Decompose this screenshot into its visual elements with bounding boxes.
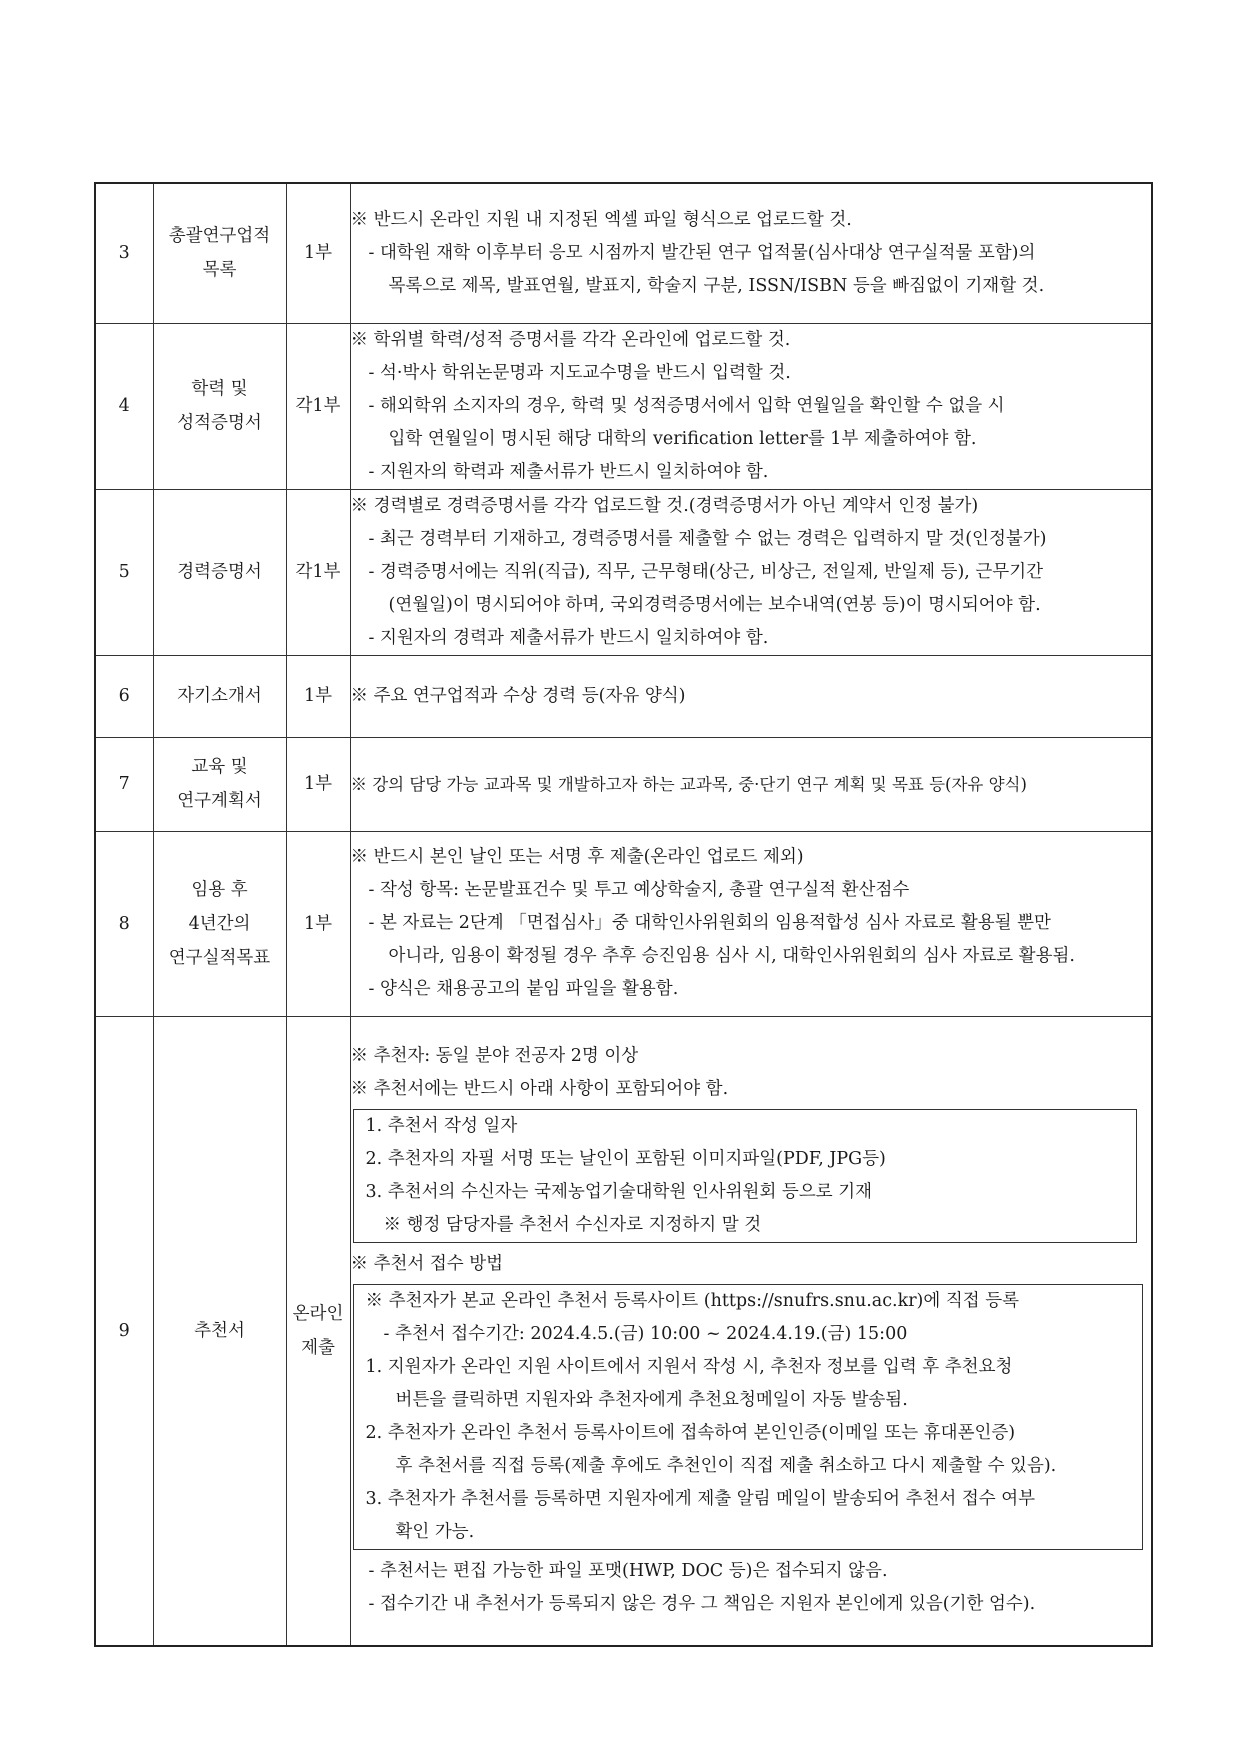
copies: 1부 xyxy=(286,737,350,831)
document-name: 경력증명서 xyxy=(153,489,286,655)
table-row xyxy=(95,323,1152,489)
row-number: 3 xyxy=(95,183,153,323)
submission-method-box: ※ 추천자가 본교 온라인 추천서 등록사이트 (https://snufrs.snu.ac.kr)에 직접 등록 - 추천서 접수기간: 2024.4.5.(금) 10:00 ~ 2024.4.19.(금) 15:00 1. 지원자가 온라인 지원 사이트에서 지원서 작성 시, 추천자 정보를 입력 후 추천요청 버튼을 클릭하면 지원자와 추천자에게 추천요청메일이 자동 발송됨. 2. 추천자가 온라인 추천서 등록사이트에 접속하여 본인인증(이메일 또는 휴대폰인증) 후 추천서를 직접 등록(제출 후에도 추천인이 직접 제출 취소하고 다시 제출할 수 있음). 3. 추천자가 추천서를 등록하면 지원자에게 제출 알림 메일이 발송되어 추천서 접수 여부 확인 가능. xyxy=(353,1284,1144,1550)
description: ※ 학위별 학력/성적 증명서를 각각 온라인에 업로드할 것. - 석·박사 학위논문명과 지도교수명을 반드시 입력할 것. - 해외학위 소지자의 경우, 학력 및 성적증명서에서 입학 연월일을 확인할 수 없을 시 입학 연월일이 명시된 해당 대학의 verification letter를 1부 제출하여야 함. - 지원자의 학력과 제출서류가 반드시 일치하여야 함. xyxy=(350,323,1152,489)
copies: 1부 xyxy=(286,655,350,737)
row-number: 9 xyxy=(95,1016,153,1646)
row-number: 5 xyxy=(95,489,153,655)
description: ※ 반드시 온라인 지원 내 지정된 엑셀 파일 형식으로 업로드할 것. - 대학원 재학 이후부터 응모 시점까지 발간된 연구 업적물(심사대상 연구실적물 포함)의 목록으로 제목, 발표연월, 발표지, 학술지 구분, ISSN/ISBN 등을 빠짐없이 기재할 것. xyxy=(350,183,1152,323)
copies: 온라인 제출 xyxy=(286,1016,350,1646)
row-number: 6 xyxy=(95,655,153,737)
document-name: 총괄연구업적 목록 xyxy=(153,183,286,323)
document-name: 추천서 xyxy=(153,1016,286,1646)
table-row xyxy=(95,1016,1152,1646)
document-name: 임용 후 4년간의 연구실적목표 xyxy=(153,831,286,1016)
copies: 각1부 xyxy=(286,323,350,489)
description: ※ 강의 담당 가능 교과목 및 개발하고자 하는 교과목, 중·단기 연구 계획 및 목표 등(자유 양식) xyxy=(350,737,1152,831)
copies: 1부 xyxy=(286,183,350,323)
table-row xyxy=(95,489,1152,655)
table-row xyxy=(95,655,1152,737)
table-row xyxy=(95,831,1152,1016)
document-name: 교육 및 연구계획서 xyxy=(153,737,286,831)
document-name: 자기소개서 xyxy=(153,655,286,737)
table-row xyxy=(95,737,1152,831)
row-number: 4 xyxy=(95,323,153,489)
document-name: 학력 및 성적증명서 xyxy=(153,323,286,489)
row-number: 8 xyxy=(95,831,153,1016)
recommendation-contents-box: 1. 추천서 작성 일자 2. 추천자의 자필 서명 또는 날인이 포함된 이미지파일(PDF, JPG등) 3. 추천서의 수신자는 국제농업기술대학원 인사위원회 등으로 기재 ※ 행정 담당자를 추천서 수신자로 지정하지 말 것 xyxy=(353,1109,1138,1243)
description: ※ 반드시 본인 날인 또는 서명 후 제출(온라인 업로드 제외) - 작성 항목: 논문발표건수 및 투고 예상학술지, 총괄 연구실적 환산점수 - 본 자료는 2단계 「면접심사」중 대학인사위원회의 임용적합성 심사 자료로 활용될 뿐만 아니라, 임용이 확정될 경우 추후 승진임용 심사 시, 대학인사위원회의 심사 자료로 활용됨. - 양식은 채용공고의 붙임 파일을 활용함. xyxy=(350,831,1152,1016)
requirements-table xyxy=(94,182,1153,1647)
copies: 1부 xyxy=(286,831,350,1016)
table-row xyxy=(95,183,1152,323)
row-number: 7 xyxy=(95,737,153,831)
description: ※ 추천자: 동일 분야 전공자 2명 이상 ※ 추천서에는 반드시 아래 사항이 포함되어야 함. 1. 추천서 작성 일자 2. 추천자의 자필 서명 또는 날인이 포함된 이미지파일(PDF, JPG등) 3. 추천서의 수신자는 국제농업기술대학원 인사위원회 등으로 기재 ※ 행정 담당자를 추천서 수신자로 지정하지 말 것 ※ 추천서 접수 방법 ※ 추천자가 본교 온라인 추천서 등록사이트 (https://snufrs.snu.ac.kr)에 직접 등록 - 추천서 접수기간: 2024.4.5.(금) 10:00 ~ 2024.4.19.(금) 15:00 1. 지원자가 온라인 지원 사이트에서 지원서 작성 시, 추천자 정보를 입력 후 추천요청 버튼을 클릭하면 지원자와 추천자에게 추천요청메일이 자동 발송됨. 2. 추천자가 온라인 추천서 등록사이트에 접속하여 본인인증(이메일 또는 휴대폰인증) 후 추천서를 직접 등록(제출 후에도 추천인이 직접 제출 취소하고 다시 제출할 수 있음). 3. 추천자가 추천서를 등록하면 지원자에게 제출 알림 메일이 발송되어 추천서 접수 여부 확인 가능. - 추천서는 편집 가능한 파일 포맷(HWP, DOC 등)은 접수되지 않음. - 접수기간 내 추천서가 등록되지 않은 경우 그 책임은 지원자 본인에게 있음(기한 엄수). xyxy=(350,1016,1152,1646)
copies: 각1부 xyxy=(286,489,350,655)
description: ※ 경력별로 경력증명서를 각각 업로드할 것.(경력증명서가 아닌 계약서 인정 불가) - 최근 경력부터 기재하고, 경력증명서를 제출할 수 없는 경력은 입력하지 말 것(인정불가) - 경력증명서에는 직위(직급), 직무, 근무형태(상근, 비상근, 전일제, 반일제 등), 근무기간 (연월일)이 명시되어야 하며, 국외경력증명서에는 보수내역(연봉 등)이 명시되어야 함. - 지원자의 경력과 제출서류가 반드시 일치하여야 함. xyxy=(350,489,1152,655)
description: ※ 주요 연구업적과 수상 경력 등(자유 양식) xyxy=(350,655,1152,737)
